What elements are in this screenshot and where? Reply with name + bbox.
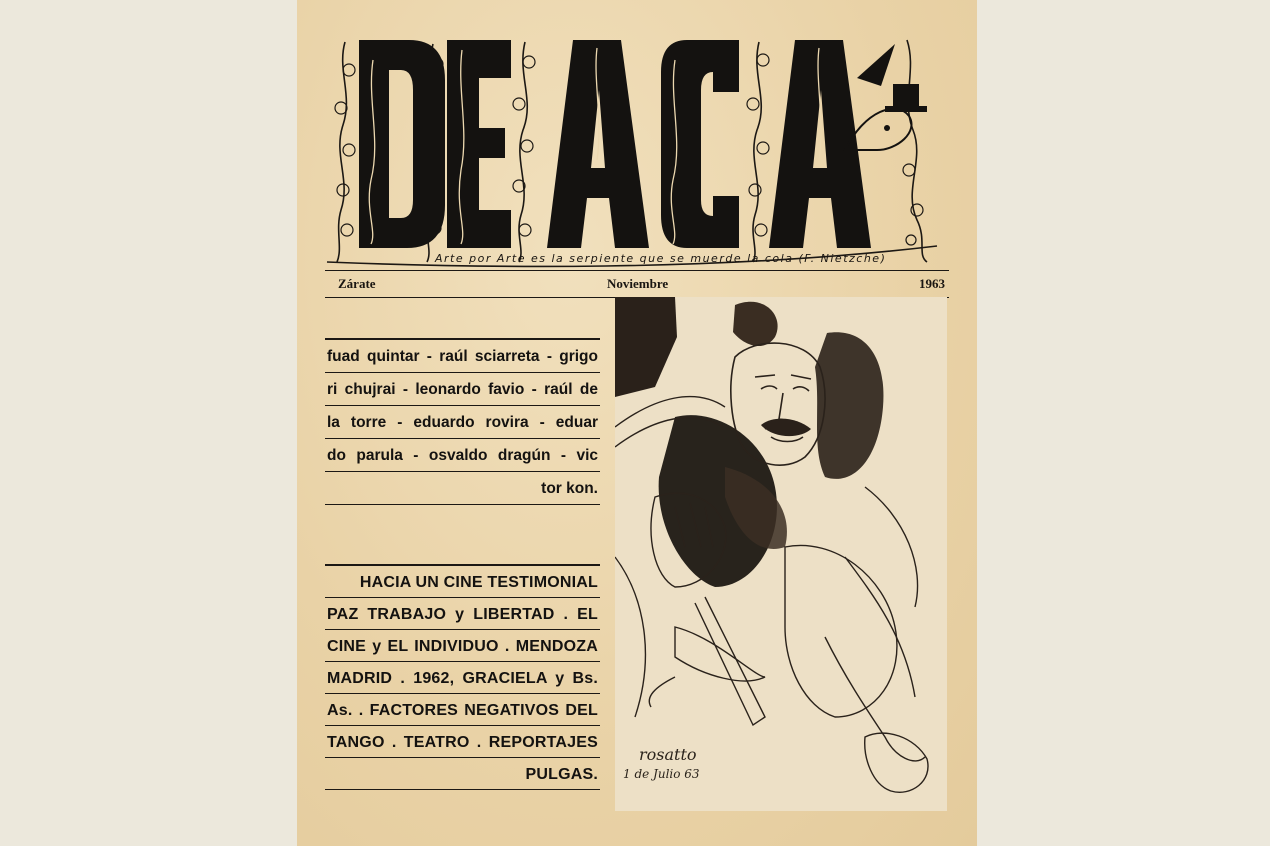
- cover-illustration: [615, 297, 947, 811]
- contents-line: CINE y EL INDIVIDUO . MENDOZA: [325, 630, 600, 662]
- ink-drawing: [615, 297, 947, 811]
- masthead-tagline: Arte por Arte es la serpiente que se muerde la cola (F. Nietzche): [435, 252, 887, 265]
- contributors-line: do parula - osvaldo dragún - vic: [325, 439, 600, 472]
- magazine-cover: [297, 0, 977, 846]
- contents-line: As. . FACTORES NEGATIVOS DEL: [325, 694, 600, 726]
- contents-line: MADRID . 1962, GRACIELA y Bs.: [325, 662, 600, 694]
- masthead-logo: [297, 0, 977, 275]
- dateline-month: Noviembre: [607, 276, 669, 291]
- dateline-city: Zárate: [338, 276, 376, 291]
- dateline: [325, 270, 949, 298]
- contributors-line: fuad quintar - raúl sciarreta - grigo: [325, 340, 600, 373]
- contributors-line: la torre - eduardo rovira - eduar: [325, 406, 600, 439]
- contents-list: [325, 564, 600, 790]
- contributors-line: ri chujrai - leonardo favio - raúl de: [325, 373, 600, 406]
- signature-date: 1 de Julio 63: [623, 767, 700, 781]
- contributors-list: [325, 338, 600, 505]
- contents-line: PULGAS.: [325, 758, 600, 790]
- dateline-year: 1963: [919, 276, 945, 291]
- contents-line: HACIA UN CINE TESTIMONIAL: [325, 566, 600, 598]
- masthead: [297, 0, 977, 275]
- contents-line: TANGO . TEATRO . REPORTAJES: [325, 726, 600, 758]
- contributors-line: tor kon.: [325, 472, 600, 505]
- contents-line: PAZ TRABAJO y LIBERTAD . EL: [325, 598, 600, 630]
- artist-signature: rosatto: [639, 745, 697, 764]
